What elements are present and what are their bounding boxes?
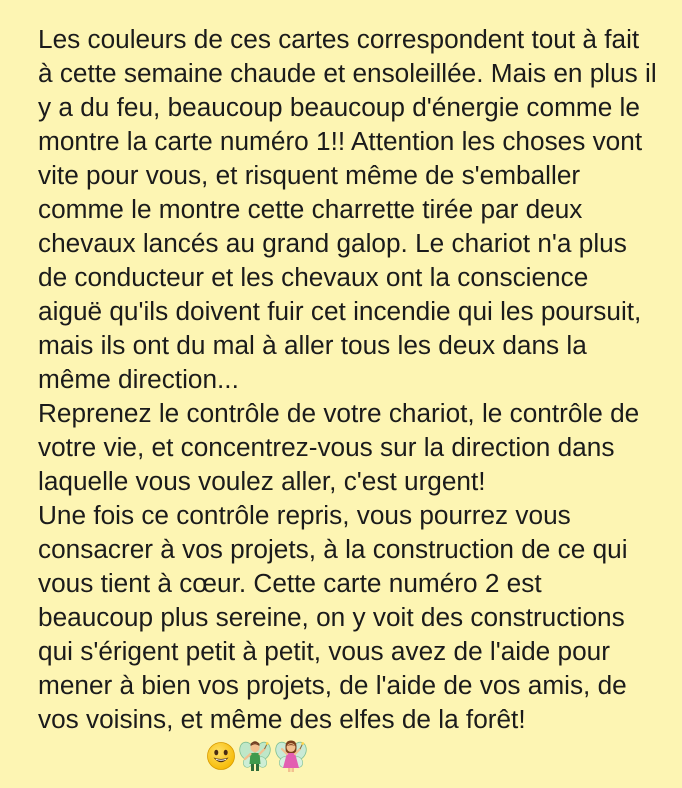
message-line: chevaux lancés au grand galop. Le chariot n'a plus bbox=[38, 228, 627, 258]
emoji-row bbox=[206, 736, 308, 776]
message-line: vite pour vous, et risquent même de s'emballer bbox=[38, 160, 581, 190]
message-line: beaucoup plus sereine, on y voit des constructions bbox=[38, 602, 625, 632]
message-line: y a du feu, beaucoup beaucoup d'énergie comme le bbox=[38, 92, 640, 122]
message-line: à cette semaine chaude et ensoleillée. Mais en plus il bbox=[38, 58, 657, 88]
message-line: laquelle vous voulez aller, c'est urgent! bbox=[38, 466, 486, 496]
message-line: consacrer à vos projets, à la construction de ce qui bbox=[38, 534, 628, 564]
smiling-face-icon bbox=[206, 741, 236, 771]
fairy-man-icon bbox=[238, 738, 272, 774]
message-line: de conducteur et les chevaux ont la conscience bbox=[38, 262, 589, 292]
message-line: qui s'érigent petit à petit, vous avez de l'aide pour bbox=[38, 636, 610, 666]
message-text bbox=[38, 22, 678, 736]
message-line: mais ils ont du mal à aller tous les deux dans la bbox=[38, 330, 587, 360]
message-line: Les couleurs de ces cartes correspondent tout à fait bbox=[38, 24, 640, 54]
message-line: vos voisins, et même des elfes de la forêt! bbox=[38, 704, 526, 734]
message-line: votre vie, et concentrez-vous sur la direction dans bbox=[38, 432, 615, 462]
message-line: comme le montre cette charrette tirée par deux bbox=[38, 194, 583, 224]
message-line: même direction... bbox=[38, 364, 239, 394]
message-line: Une fois ce contrôle repris, vous pourrez vous bbox=[38, 500, 571, 530]
message-line: montre la carte numéro 1!! Attention les choses vont bbox=[38, 126, 643, 156]
message-line: aiguë qu'ils doivent fuir cet incendie qui les poursuit, bbox=[38, 296, 642, 326]
fairy-woman-icon bbox=[274, 738, 308, 774]
message-line: mener à bien vos projets, de l'aide de vos amis, de bbox=[38, 670, 627, 700]
message-line: vous tient à cœur. Cette carte numéro 2 est bbox=[38, 568, 542, 598]
message-line: Reprenez le contrôle de votre chariot, le contrôle de bbox=[38, 398, 640, 428]
